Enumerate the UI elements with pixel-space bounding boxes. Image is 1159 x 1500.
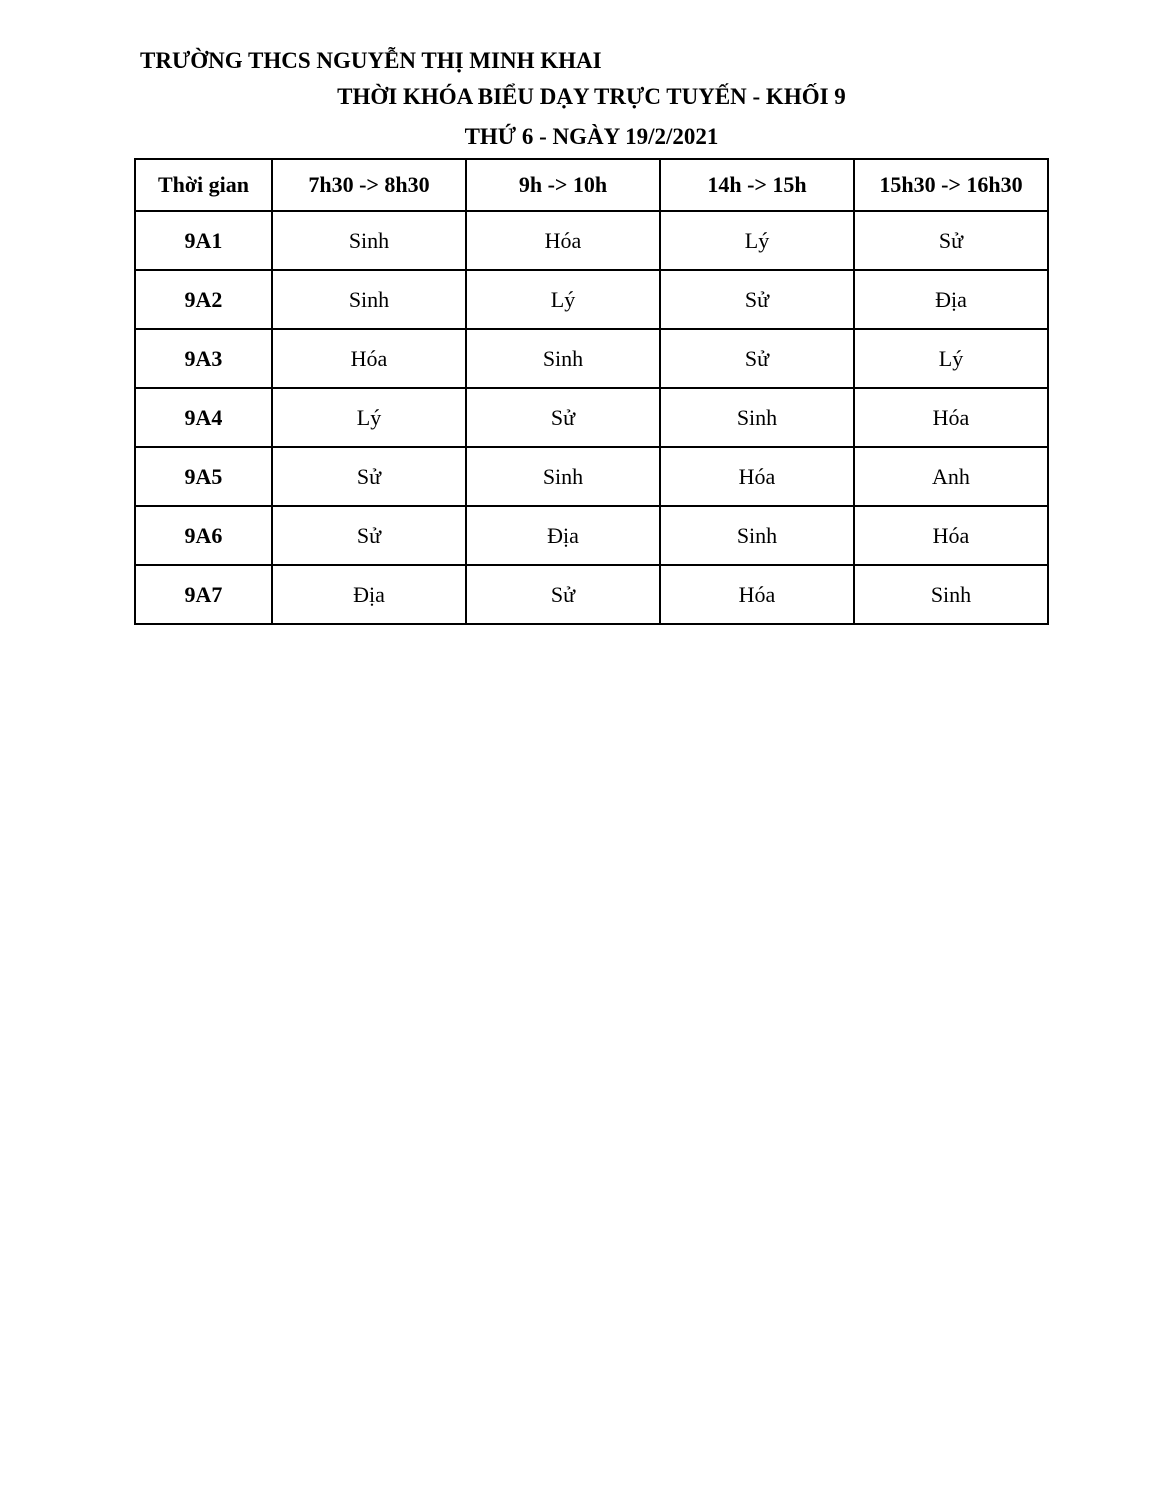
class-name: 9A7 [135, 565, 272, 624]
table-row [135, 329, 1048, 388]
subject-cell: Anh [854, 447, 1048, 506]
subject-cell: Sử [272, 447, 466, 506]
subject-cell: Hóa [660, 565, 854, 624]
school-name: TRƯỜNG THCS NGUYỄN THỊ MINH KHAI [140, 48, 602, 73]
subject-cell: Địa [272, 565, 466, 624]
document-title: THỜI KHÓA BIỂU DẠY TRỰC TUYẾN - KHỐI 9 [337, 84, 846, 109]
table-row [135, 270, 1048, 329]
header-slot-4: 15h30 -> 16h30 [854, 159, 1048, 211]
subject-cell: Sinh [272, 270, 466, 329]
class-name: 9A3 [135, 329, 272, 388]
subject-cell: Hóa [466, 211, 660, 270]
subject-cell: Lý [660, 211, 854, 270]
document-date: THỨ 6 - NGÀY 19/2/2021 [464, 124, 719, 149]
subject-cell: Sinh [466, 447, 660, 506]
class-name: 9A1 [135, 211, 272, 270]
subject-cell: Sử [272, 506, 466, 565]
subject-cell: Sinh [466, 329, 660, 388]
header-slot-2: 9h -> 10h [466, 159, 660, 211]
subject-cell: Hóa [854, 388, 1048, 447]
subject-cell: Hóa [854, 506, 1048, 565]
subject-cell: Sinh [854, 565, 1048, 624]
header-slot-3: 14h -> 15h [660, 159, 854, 211]
subject-cell: Hóa [272, 329, 466, 388]
table-row [135, 506, 1048, 565]
subject-cell: Sinh [660, 506, 854, 565]
table-row [135, 565, 1048, 624]
class-name: 9A2 [135, 270, 272, 329]
header-row [135, 159, 1048, 211]
subject-cell: Sinh [272, 211, 466, 270]
subject-cell: Hóa [660, 447, 854, 506]
subject-cell: Lý [466, 270, 660, 329]
table-row [135, 388, 1048, 447]
table-row [135, 211, 1048, 270]
subject-cell: Sử [660, 329, 854, 388]
subject-cell: Lý [854, 329, 1048, 388]
subject-cell: Sử [660, 270, 854, 329]
subject-cell: Sinh [660, 388, 854, 447]
class-name: 9A4 [135, 388, 272, 447]
subject-cell: Địa [854, 270, 1048, 329]
subject-cell: Sử [854, 211, 1048, 270]
subject-cell: Lý [272, 388, 466, 447]
schedule-table [134, 158, 1049, 625]
class-name: 9A5 [135, 447, 272, 506]
header-time-label: Thời gian [135, 159, 272, 211]
subject-cell: Sử [466, 565, 660, 624]
class-name: 9A6 [135, 506, 272, 565]
subject-cell: Địa [466, 506, 660, 565]
header-slot-1: 7h30 -> 8h30 [272, 159, 466, 211]
table-row [135, 447, 1048, 506]
subject-cell: Sử [466, 388, 660, 447]
